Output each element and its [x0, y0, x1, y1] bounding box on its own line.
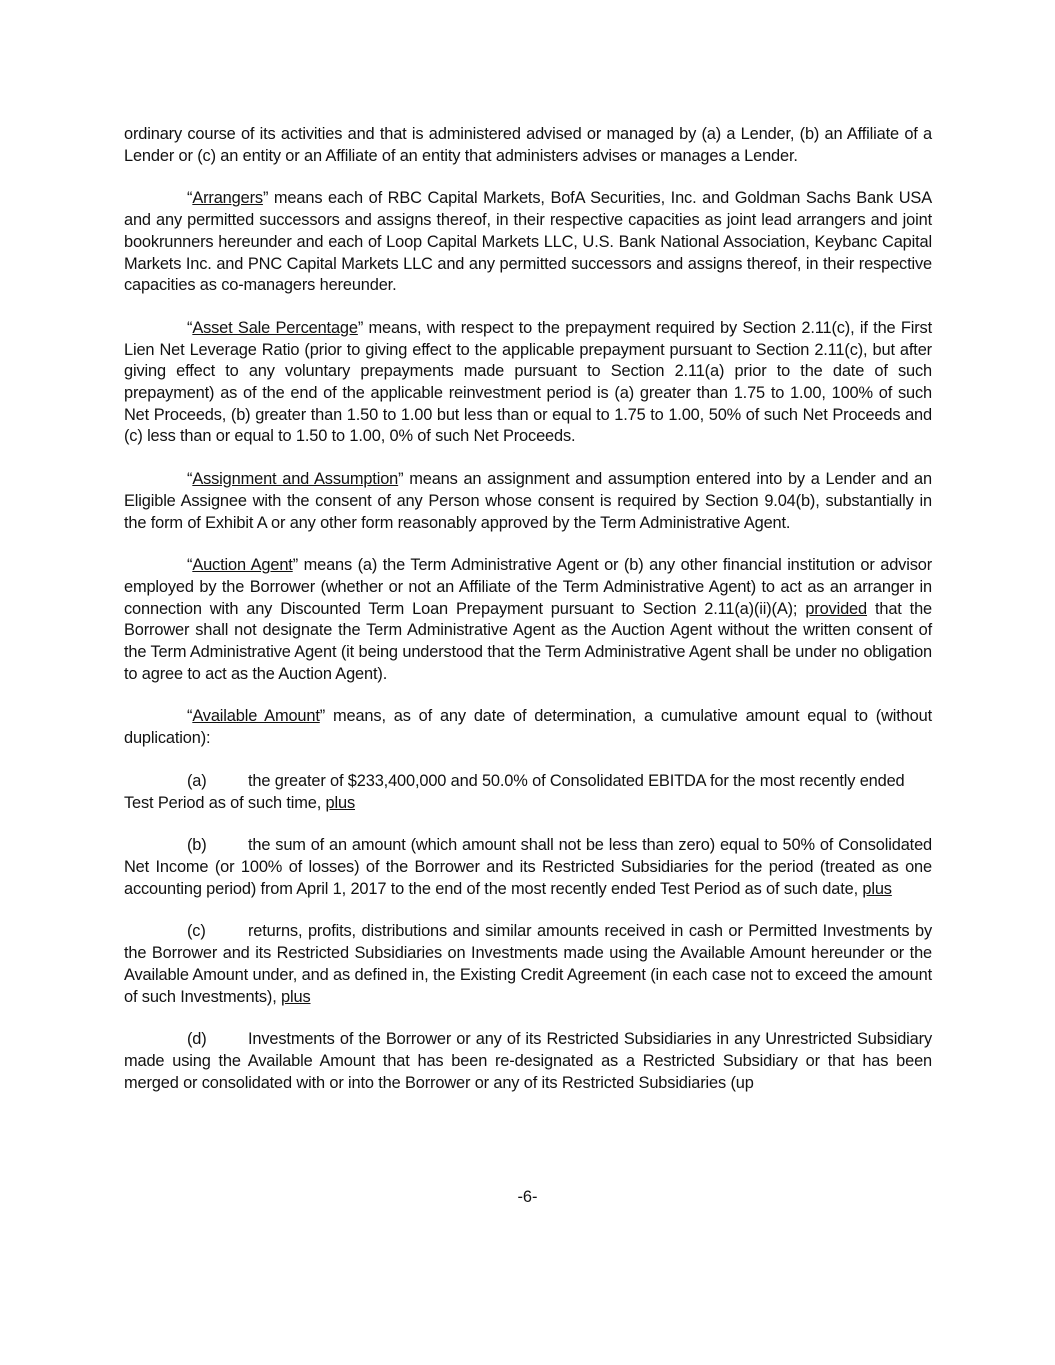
definition-text: means an assignment and assumption entered into by a Lender and an Eligible Assignee with the consent of any Person whose consent is required by Section 9.04(b), substantially in the form of Exhibit A or any other form reasonably approved by the Term Administrative Agent.	[124, 470, 932, 532]
list-item-a	[124, 771, 932, 814]
page-number: -6-	[517, 1188, 538, 1206]
close-quote: ”	[319, 707, 326, 726]
list-item-text: Investments of the Borrower or any of its Restricted Subsidiaries in any Unrestricted Subsidiary made using the Available Amount that has been re-designated as a Restricted Subsidiary or that has been merged or consolidated with or into the Borrower or any of its Restricted Subsidiaries (up	[124, 1030, 932, 1092]
open-quote: “	[187, 707, 193, 726]
definition-assignment-and-assumption	[124, 469, 932, 534]
list-item-text: returns, profits, distributions and similar amounts received in cash or Permitted Investments by the Borrower and its Restricted Subsidiaries on Investments made using the Available Amount hereunder or the Available Amount under, and as defined in, the Existing Credit Agreement (in each case not to exceed the amount of such Investments),	[124, 922, 932, 1006]
close-quote: ”	[262, 189, 269, 208]
defined-term: Asset Sale Percentage	[192, 318, 358, 337]
list-item-text: the sum of an amount (which amount shall not be less than zero) equal to 50% of Consolidated Net Income (or 100% of losses) of the Borrower and its Restricted Subsidiaries for the period (treated as one accounting period) from April 1, 2017 to the end of the most recently ended Test Period as of such date,	[124, 836, 932, 898]
open-quote: “	[187, 470, 193, 489]
defined-term: Available Amount	[192, 707, 320, 726]
open-quote: “	[187, 318, 193, 337]
defined-term: Assignment and Assumption	[192, 470, 399, 489]
definition-available-amount	[124, 706, 932, 749]
open-quote: “	[187, 556, 193, 575]
plus-term: plus	[281, 987, 311, 1006]
list-item-b	[124, 835, 932, 900]
plus-term: plus	[325, 793, 356, 812]
definition-text: means, with respect to the prepayment required by Section 2.11(c), if the First Lien Net Leverage Ratio (prior to giving effect to the applicable prepayment pursuant to Section 2.11(c), but after giving effect to any voluntary prepayments made pursuant to Section 2.11(a) prior to the date of such prepayment) as of the end of the applicable reinvestment period is (a) greater than 1.75 to 1.00, 100% of such Net Proceeds, (b) greater than 1.50 to 1.00 but less than or equal to 1.75 to 1.00, 50% of such Net Proceeds and (c) less than or equal to 1.50 to 1.00, 0% of such Net Proceeds.	[124, 318, 932, 446]
close-quote: ”	[292, 556, 299, 575]
definition-asset-sale-percentage	[124, 318, 932, 448]
paragraph-text: ordinary course of its activities and that is administered advised or managed by (a) a Lender, (b) an Affiliate of a Lender or (c) an entity or an Affiliate of an entity that administers advises or manages a Lender.	[124, 125, 932, 165]
provided-term: provided	[805, 599, 867, 618]
defined-term: Arrangers	[192, 189, 263, 208]
definition-text: means (a) the Term Administrative Agent or (b) any other financial institution or advisor employed by the Borrower (whether or not an Affiliate of the Term Administrative Agent) to act as an arranger in connection with any Discounted Term Loan Prepayment pursuant to Section 2.11(a)(ii)(A);	[124, 556, 933, 618]
close-quote: ”	[398, 470, 404, 489]
definition-text: means, as of any date of determination, a cumulative amount equal to (without duplication):	[124, 707, 932, 748]
definition-auction-agent	[124, 555, 932, 685]
definition-text-continued: that the Borrower shall not designate the Term Administrative Agent as the Auction Agent without the written consent of the Term Administrative Agent (it being understood that the Term Administrative Agent shall be under no obligation to agree to act as the Auction Agent).	[124, 599, 932, 683]
definition-arrangers	[124, 188, 932, 297]
list-item-d	[124, 1029, 932, 1094]
close-quote: ”	[357, 318, 364, 337]
list-item-label: (a)	[187, 771, 207, 790]
list-item-text: the greater of $233,400,000 and 50.0% of Consolidated EBITDA for the most recently ended Test Period as of such time,	[124, 771, 905, 812]
defined-term: Auction Agent	[192, 556, 293, 575]
document-page	[124, 124, 932, 1115]
paragraph-continuation	[124, 124, 932, 167]
list-item-label: (c)	[187, 922, 206, 941]
list-item-c	[124, 921, 932, 1008]
list-item-label: (d)	[187, 1030, 207, 1049]
plus-term: plus	[862, 879, 892, 898]
definition-text: means each of RBC Capital Markets, BofA Securities, Inc. and Goldman Sachs Bank USA and any permitted successors and assigns thereof, in their respective capacities as joint lead arrangers and joint bookrunners hereunder and each of Loop Capital Markets LLC, U.S. Bank National Association, Keybanc Capital Markets Inc. and PNC Capital Markets LLC and any permitted successors and assigns thereof, in their respective capacities as co-managers hereunder.	[124, 189, 932, 295]
list-item-label: (b)	[187, 836, 207, 855]
open-quote: “	[187, 189, 193, 208]
